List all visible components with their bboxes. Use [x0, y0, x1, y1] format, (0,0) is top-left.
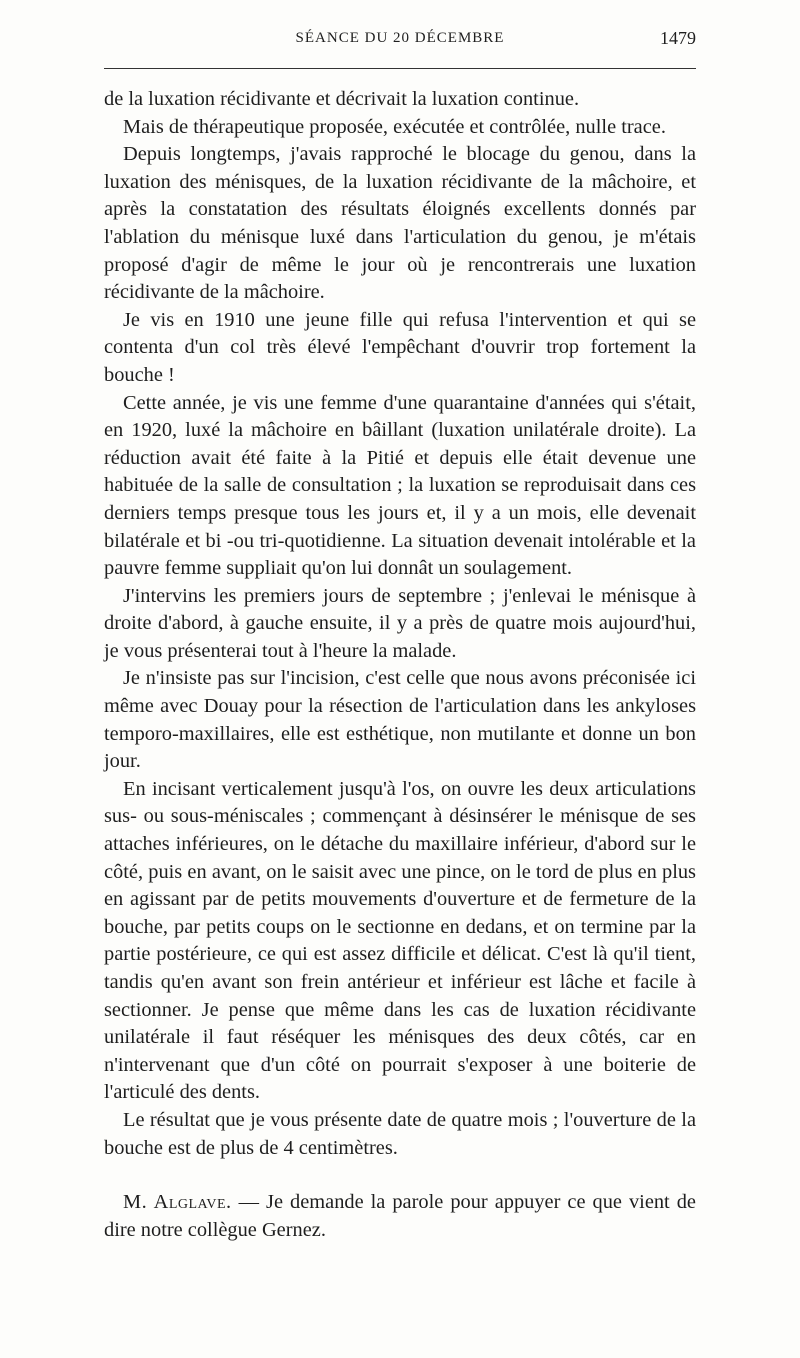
paragraph: En incisant verticalement jusqu'à l'os, on ouvre les deux articulations sus- ou sous-méniscales ; commençant à désinsérer le ménisque de ses attaches inférieures, on le détache du maxillaire inférieur, d'abord sur le côté, puis en avant, on le saisit avec une pince, on le tord de plus en plus en agissant par de petits mouvements d'ouverture et de fermeture de la bouche, par petits coups on le sectionne en dedans, et on termine par la partie postérieure, ce qui est assez difficile et délicat. C'est là qu'il tient, tandis qu'en avant son frein antérieur et inférieur est lâche et facile à sectionner. Je pense que même dans les cas de luxation récidivante unilatérale il faut réséquer les ménisques des deux côtés, car en n'intervenant que d'un côté on pourrait s'exposer à une boiterie de l'articulé des dents.: [104, 777, 696, 1104]
paragraph: de la luxation récidivante et décrivait la luxation continue.: [104, 88, 580, 110]
paragraph: Le résultat que je vous présente date de quatre mois ; l'ouverture de la bouche est de plus de 4 centimètres.: [104, 1108, 696, 1159]
speaker-paragraph: [104, 1189, 696, 1244]
speaker-text: — Je demande la parole pour appuyer ce que vient de dire notre collègue Gernez.: [104, 1191, 696, 1241]
paragraph: Je n'insiste pas sur l'incision, c'est celle que nous avons préconisée ici même avec Douay pour la résection de l'articulation dans les ankyloses temporo-maxillaires, elle est esthétique, non mutilante et donne un bon jour.: [104, 667, 696, 773]
paragraph: Je vis en 1910 une jeune fille qui refusa l'intervention et qui se contenta d'un col très élevé l'empêchant d'ouvrir trop fortement la bouche !: [104, 308, 696, 386]
page-number: 1479: [660, 28, 696, 48]
paragraph: J'intervins les premiers jours de septembre ; j'enlevai le ménisque à droite d'abord, à gauche ensuite, il y a près de quatre mois aujourd'hui, je vous présenterai tout à l'heure la malade.: [104, 584, 696, 662]
page-header: [104, 26, 696, 56]
paragraph: Depuis longtemps, j'avais rapproché le blocage du genou, dans la luxation des ménisques, de la luxation récidivante de la mâchoire, et après la constatation des résultats éloignés excellents donnés par l'ablation du ménisque luxé dans l'articulation du genou, je m'étais proposé d'agir de même le jour où je rencontrerais une luxation récidivante de la mâchoire.: [104, 143, 696, 304]
paragraph: Mais de thérapeutique proposée, exécutée et contrôlée, nulle trace.: [123, 115, 666, 138]
body-text: [104, 86, 696, 1244]
paragraph: Cette année, je vis une femme d'une quarantaine d'années qui s'était, en 1920, luxé la mâchoire en bâillant (luxation unilatérale droite). La réduction avait été faite à la Pitié et depuis elle était devenue une habituée de la salle de consultation ; la luxation se reproduisait dans ces derniers temps presque tous les jours et, il y a un mois, elle devenait bilatérale et bi -ou tri-quotidienne. La situation devenait intolérable et la pauvre femme suppliait qu'on lui donnât un soulagement.: [104, 391, 696, 580]
speaker-name: M. Alglave.: [123, 1191, 232, 1214]
running-title: SÉANCE DU 20 DÉCEMBRE: [295, 30, 505, 46]
header-rule: [104, 68, 696, 69]
